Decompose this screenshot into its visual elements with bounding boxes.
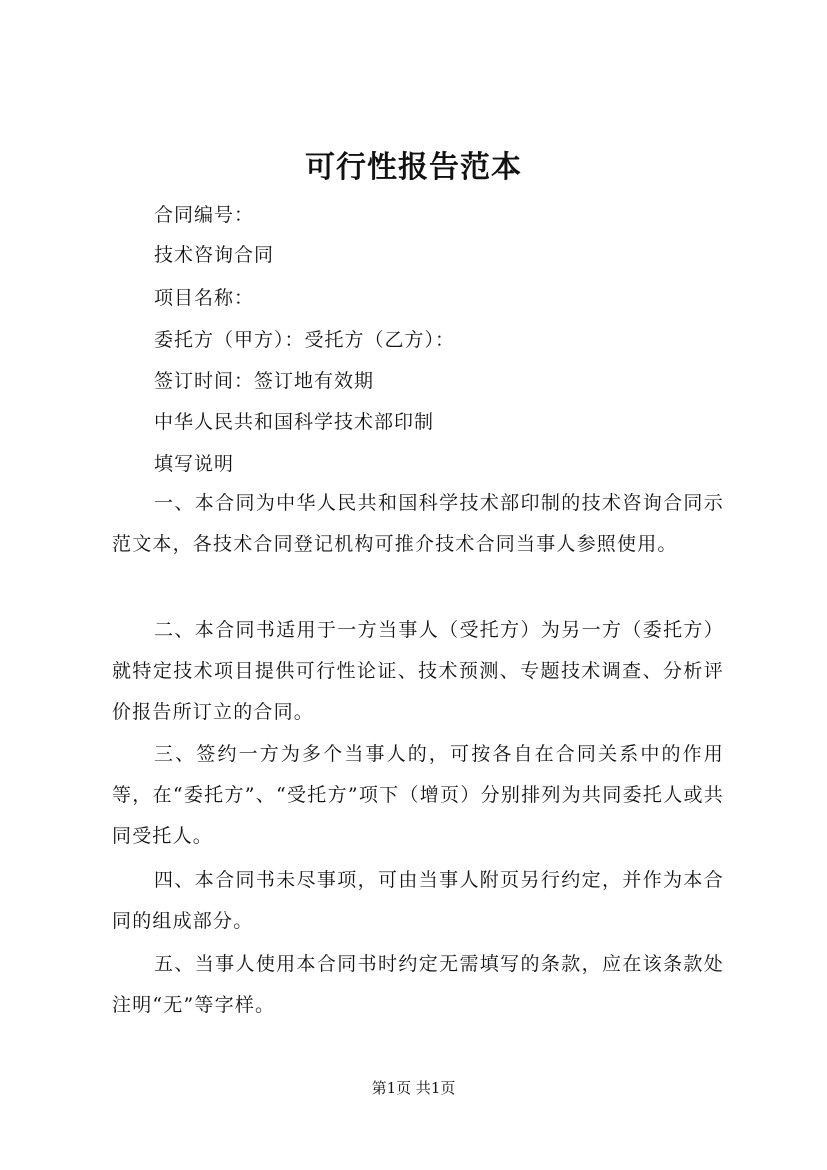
instruction-paragraph-4: 四、本合同书未尽事项，可由当事人附页另行约定，并作为本合同的组成部分。 xyxy=(112,869,724,932)
instruction-paragraph-5: 五、当事人使用本合同书时约定无需填写的条款，应在该条款处注明“无”等字样。 xyxy=(112,953,724,1016)
signing-info-line: 签订时间：签订地有效期 xyxy=(154,370,375,392)
contract-number-line: 合同编号： xyxy=(154,204,255,226)
project-name-line: 项目名称： xyxy=(154,287,255,309)
contract-type-line: 技术咨询合同 xyxy=(154,244,275,266)
document-title: 可行性报告范本 xyxy=(305,150,522,185)
publisher-line: 中华人民共和国科学技术部印制 xyxy=(154,411,435,433)
instruction-paragraph-1: 一、本合同为中华人民共和国科学技术部印制的技术咨询合同示范文本，各技术合同登记机构可推介技术合同当事人参照使用。 xyxy=(112,492,724,555)
instruction-paragraph-2: 二、本合同书适用于一方当事人（受托方）为另一方（委托方）就特定技术项目提供可行性论证、技术预测、专题技术调查、分析评价报告所订立的合同。 xyxy=(112,619,724,723)
parties-line: 委托方（甲方）：受托方（乙方）： xyxy=(154,329,456,351)
instruction-paragraph-3: 三、签约一方为多个当事人的，可按各自在合同关系中的作用等，在“委托方”、“受托方”项下（增页）分别排列为共同委托人或共同受托人。 xyxy=(112,743,724,847)
page-footer: 第1页 共1页 xyxy=(371,1079,456,1097)
instructions-heading: 填写说明 xyxy=(154,453,235,475)
